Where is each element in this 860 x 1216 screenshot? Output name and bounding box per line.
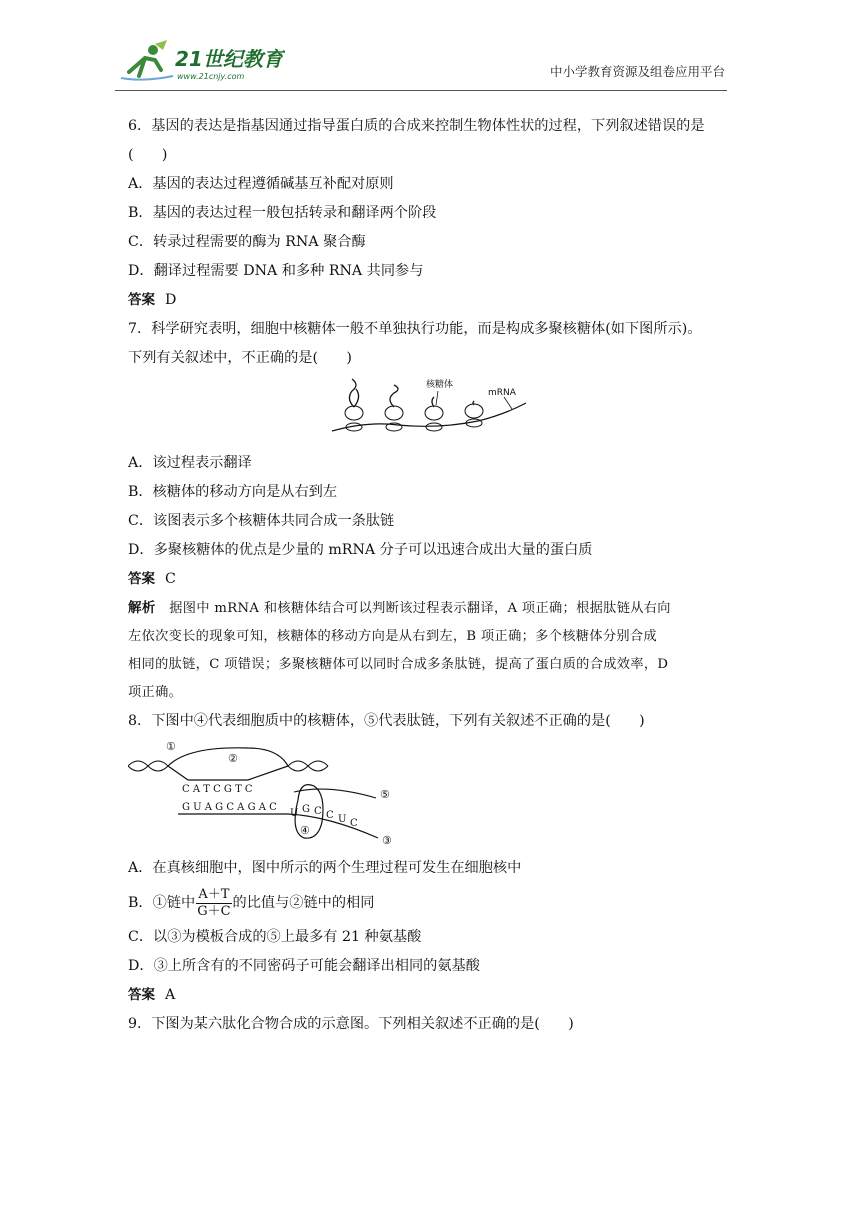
svg-text:⑤: ⑤ (380, 788, 390, 801)
svg-text:21世纪教育: 21世纪教育 (175, 47, 283, 71)
q8-option-b: B．①链中 $\frac{A+T}{G+C}$ 的比值与②链中的相同 (128, 886, 375, 919)
q8-option-d: D．③上所含有的不同密码子可能会翻译出相同的氨基酸 (128, 958, 480, 974)
svg-text:G U A G C A G A C: G U A G C A G A C (182, 802, 277, 813)
q7-stem-line2: 下列有关叙述中，不正确的是( ) (128, 350, 352, 366)
explain-line-1: 据图中 mRNA 和核糖体结合可以判断该过程表示翻译，A 项正确；根据肽链从右向 (169, 601, 671, 616)
answer-label: 答案 (128, 292, 155, 308)
svg-text:②: ② (228, 752, 238, 765)
svg-text:③: ③ (382, 834, 392, 846)
explain-line-2: 左依次变长的现象可知，核糖体的移动方向是从右到左，B 项正确；多个核糖体分别合成 (128, 629, 658, 644)
q6-option-c: C．转录过程需要的酶为 RNA 聚合酶 (128, 234, 366, 250)
logo (115, 36, 285, 86)
q6-stem-line1: 6．基因的表达是指基因通过指导蛋白质的合成来控制生物体性状的过程，下列叙述错误的是 (128, 118, 705, 134)
q8-option-a: A．在真核细胞中，图中所示的两个生理过程可发生在细胞核中 (128, 860, 522, 876)
svg-text:U: U (290, 808, 299, 819)
q6-option-b: B．基因的表达过程一般包括转录和翻译两个阶段 (128, 205, 437, 221)
fraction: $\frac{A+T}{G+C}$ (197, 886, 231, 919)
answer-label: 答案 (128, 571, 155, 587)
polyribosome-diagram (328, 375, 528, 439)
answer-value: A (165, 987, 176, 1003)
explain-label: 解析 (128, 600, 156, 616)
question-6 (128, 112, 740, 315)
svg-text:C: C (350, 818, 358, 829)
svg-text:G: G (302, 804, 310, 815)
svg-text:①: ① (166, 740, 176, 753)
q7-answer (128, 565, 740, 594)
document-body (128, 112, 740, 1039)
question-9 (128, 1010, 740, 1039)
explain-line-3: 相同的肽链，C 项错误；多聚核糖体可以同时合成多条肽链，提高了蛋白质的合成效率，D (128, 657, 669, 672)
q8-answer (128, 981, 740, 1010)
svg-text:④: ④ (300, 824, 310, 837)
header-divider (115, 90, 727, 91)
transcription-translation-figure (128, 736, 740, 854)
q7-option-d: D．多聚核糖体的优点是少量的 mRNA 分子可以迅速合成出大量的蛋白质 (128, 542, 593, 558)
q9-stem: 9．下图为某六肽化合物合成的示意图。下列相关叙述不正确的是( ) (128, 1016, 574, 1032)
svg-text:www.21cnjy.com: www.21cnjy.com (177, 72, 245, 81)
svg-text:mRNA: mRNA (488, 388, 516, 398)
q7-option-a: A．该过程表示翻译 (128, 455, 252, 471)
polyribosome-figure (128, 373, 740, 449)
answer-value: C (165, 571, 176, 587)
q7-explanation (128, 594, 740, 707)
q7-option-c: C．该图表示多个核糖体共同合成一条肽链 (128, 513, 395, 529)
explain-line-4: 项正确。 (128, 685, 183, 700)
q7-option-b: B．核糖体的移动方向是从右到左 (128, 484, 338, 500)
svg-text:C: C (326, 810, 334, 821)
answer-value: D (165, 292, 177, 308)
question-7 (128, 315, 740, 707)
question-8 (128, 707, 740, 1010)
svg-text:核糖体: 核糖体 (426, 380, 454, 390)
answer-label: 答案 (128, 987, 155, 1003)
q6-option-a: A．基因的表达过程遵循碱基互补配对原则 (128, 176, 394, 192)
q8-stem: 8．下图中④代表细胞质中的核糖体，⑤代表肽链，下列有关叙述不正确的是( ) (128, 713, 645, 729)
transcription-translation-diagram (128, 736, 408, 846)
q7-stem-line1: 7．科学研究表明，细胞中核糖体一般不单独执行功能，而是构成多聚核糖体(如下图所示)。 (128, 321, 702, 337)
q6-option-d: D．翻译过程需要 DNA 和多种 RNA 共同参与 (128, 263, 424, 279)
q6-answer (128, 286, 740, 315)
svg-text:C: C (314, 806, 322, 817)
svg-text:U: U (338, 814, 347, 825)
svg-text:C A T C G T C: C A T C G T C (182, 784, 253, 795)
q8-option-c: C．以③为模板合成的⑤上最多有 21 种氨基酸 (128, 929, 422, 945)
q6-stem-line2: ( ) (128, 147, 168, 163)
platform-title: 中小学教育资源及组卷应用平台 (549, 64, 725, 79)
page-header (115, 36, 725, 94)
